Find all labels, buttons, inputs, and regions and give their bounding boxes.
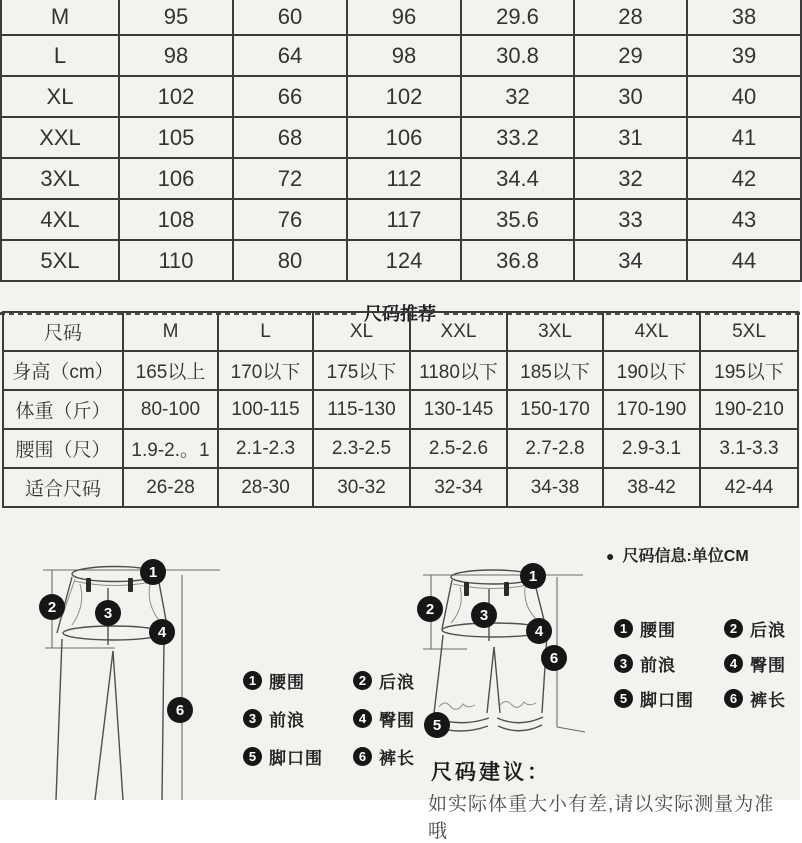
long-pants-diagram — [20, 555, 240, 800]
size-name-cell: 4XL — [1, 199, 119, 240]
measurement-cell: 117 — [347, 199, 461, 240]
measurement-cell: 96 — [347, 0, 461, 35]
recommend-cell: 26-28 — [123, 468, 218, 507]
measurement-cell: 98 — [119, 35, 233, 76]
measurement-cell: 30 — [574, 76, 687, 117]
recommend-row — [3, 429, 798, 468]
legend-item-5 — [614, 686, 710, 711]
recommend-cell: 100-115 — [218, 390, 313, 429]
legend-item-4 — [353, 706, 415, 731]
size-advice-partial-line: 如实际体重大小有差,请以实际测量为准哦 — [428, 794, 775, 842]
measurement-cell: 72 — [233, 158, 347, 199]
measurement-cell: 66 — [233, 76, 347, 117]
circled-number-icon: 5 — [614, 689, 633, 708]
marker-3-front-rise-icon — [95, 600, 121, 626]
short-pants-diagram — [405, 555, 605, 770]
legend-item-6 — [353, 744, 415, 769]
row-label-cell: 体重（斤） — [3, 390, 123, 429]
recommend-cell: 115-130 — [313, 390, 410, 429]
measurement-cell: 80 — [233, 240, 347, 281]
recommend-cell: 195以下 — [700, 351, 798, 390]
svg-text:1: 1 — [528, 568, 538, 585]
recommend-cell: 150-170 — [507, 390, 603, 429]
recommend-cell: 2.7-2.8 — [507, 429, 603, 468]
recommend-cell: 175以下 — [313, 351, 410, 390]
measurement-cell: 112 — [347, 158, 461, 199]
measurement-cell: 106 — [119, 158, 233, 199]
unit-note-text: 尺码信息:单位CM — [622, 548, 749, 565]
circled-number-icon: 3 — [243, 709, 262, 728]
header-cell: 5XL — [700, 312, 798, 351]
size-row — [1, 35, 801, 76]
measurement-cell: 32 — [461, 76, 574, 117]
measurement-cell: 105 — [119, 117, 233, 158]
measurement-cell: 95 — [119, 0, 233, 35]
legend-label: 后浪 — [379, 673, 415, 692]
size-row — [1, 199, 801, 240]
legend-item-5 — [243, 744, 339, 769]
legend-label: 臀围 — [379, 711, 415, 730]
recommend-cell: 30-32 — [313, 468, 410, 507]
header-cell: 3XL — [507, 312, 603, 351]
recommend-cell: 28-30 — [218, 468, 313, 507]
marker-1-waist-icon — [520, 563, 546, 589]
marker-6-length-icon — [541, 645, 567, 671]
circled-number-icon: 5 — [243, 747, 262, 766]
recommend-cell: 130-145 — [410, 390, 507, 429]
measurement-cell: 39 — [687, 35, 801, 76]
svg-text:4: 4 — [534, 623, 544, 640]
measurement-cell: 35.6 — [461, 199, 574, 240]
recommend-row — [3, 468, 798, 507]
circled-number-icon: 2 — [724, 619, 743, 638]
svg-text:3: 3 — [103, 605, 113, 622]
marker-5-leg-opening-icon — [424, 712, 450, 738]
size-row — [1, 0, 801, 35]
size-name-cell: 3XL — [1, 158, 119, 199]
legend-label: 后浪 — [750, 621, 786, 640]
size-row — [1, 158, 801, 199]
circled-number-icon: 3 — [614, 654, 633, 673]
recommend-header-row — [3, 312, 798, 351]
row-label-cell: 腰围（尺） — [3, 429, 123, 468]
header-cell: L — [218, 312, 313, 351]
circled-number-icon: 1 — [614, 619, 633, 638]
legend-item-2 — [724, 616, 786, 641]
recommend-cell: 2.5-2.6 — [410, 429, 507, 468]
legend-label: 脚口围 — [269, 749, 323, 768]
measurement-cell: 64 — [233, 35, 347, 76]
measurement-cell: 33 — [574, 199, 687, 240]
measurement-cell: 31 — [574, 117, 687, 158]
circled-number-icon: 1 — [243, 671, 262, 690]
measurement-cell: 102 — [347, 76, 461, 117]
recommend-cell: 165以上 — [123, 351, 218, 390]
measurement-cell: 32 — [574, 158, 687, 199]
marker-4-hip-icon — [149, 619, 175, 645]
measurement-cell: 110 — [119, 240, 233, 281]
legend-label: 腰围 — [269, 673, 305, 692]
svg-text:3: 3 — [479, 607, 489, 624]
measurement-table — [0, 0, 802, 282]
legend-label: 裤长 — [750, 691, 786, 710]
size-name-cell: M — [1, 0, 119, 35]
section-title: 尺码推荐 — [364, 304, 436, 324]
measurement-cell: 98 — [347, 35, 461, 76]
svg-text:2: 2 — [47, 599, 57, 616]
legend-item-1 — [243, 668, 339, 693]
size-row — [1, 117, 801, 158]
size-advice-clipped-text — [428, 789, 788, 842]
measurement-cell: 102 — [119, 76, 233, 117]
legend-item-3 — [243, 706, 339, 731]
size-row — [1, 240, 801, 281]
header-cell: 4XL — [603, 312, 700, 351]
unit-note — [606, 543, 749, 566]
measurement-cell: 41 — [687, 117, 801, 158]
legend-left — [243, 668, 415, 769]
recommend-cell: 1180以下 — [410, 351, 507, 390]
header-cell: 尺码 — [3, 312, 123, 351]
recommend-cell: 190-210 — [700, 390, 798, 429]
size-recommendation-table — [2, 311, 799, 508]
legend-item-1 — [614, 616, 710, 641]
recommend-cell: 185以下 — [507, 351, 603, 390]
marker-2-back-rise-icon — [39, 594, 65, 620]
measurement-cell: 124 — [347, 240, 461, 281]
measurement-cell: 34 — [574, 240, 687, 281]
size-advice-title: 尺码建议： — [431, 761, 551, 784]
marker-2-back-rise-icon — [417, 596, 443, 622]
size-name-cell: XL — [1, 76, 119, 117]
size-name-cell: XXL — [1, 117, 119, 158]
recommend-cell: 170-190 — [603, 390, 700, 429]
measurement-cell: 44 — [687, 240, 801, 281]
bullet-dot-icon: ● — [606, 548, 615, 564]
row-label-cell: 身高（cm） — [3, 351, 123, 390]
measurement-cell: 33.2 — [461, 117, 574, 158]
recommend-cell: 38-42 — [603, 468, 700, 507]
measurement-cell: 29.6 — [461, 0, 574, 35]
circled-number-icon: 4 — [724, 654, 743, 673]
svg-text:2: 2 — [425, 601, 435, 618]
recommend-cell: 42-44 — [700, 468, 798, 507]
legend-label: 臀围 — [750, 656, 786, 675]
recommend-cell: 2.9-3.1 — [603, 429, 700, 468]
recommend-cell: 170以下 — [218, 351, 313, 390]
legend-item-3 — [614, 651, 710, 676]
header-cell: XL — [313, 312, 410, 351]
legend-item-6 — [724, 686, 786, 711]
recommend-cell: 3.1-3.3 — [700, 429, 798, 468]
measurement-cell: 36.8 — [461, 240, 574, 281]
header-cell: M — [123, 312, 218, 351]
recommend-cell: 190以下 — [603, 351, 700, 390]
legend-label: 前浪 — [269, 711, 305, 730]
header-cell: XXL — [410, 312, 507, 351]
size-name-cell: 5XL — [1, 240, 119, 281]
svg-text:1: 1 — [148, 564, 158, 581]
recommend-row — [3, 351, 798, 390]
circled-number-icon: 2 — [353, 671, 372, 690]
recommend-cell: 2.3-2.5 — [313, 429, 410, 468]
legend-item-4 — [724, 651, 786, 676]
marker-3-front-rise-icon — [471, 602, 497, 628]
legend-label: 脚口围 — [640, 691, 694, 710]
recommend-cell: 80-100 — [123, 390, 218, 429]
legend-label: 裤长 — [379, 749, 415, 768]
svg-text:6: 6 — [549, 650, 559, 667]
measurement-cell: 28 — [574, 0, 687, 35]
measurement-cell: 106 — [347, 117, 461, 158]
svg-text:4: 4 — [157, 624, 167, 641]
measurement-cell: 38 — [687, 0, 801, 35]
measurement-cell: 29 — [574, 35, 687, 76]
measurement-cell: 30.8 — [461, 35, 574, 76]
legend-right — [614, 616, 786, 711]
recommend-cell: 32-34 — [410, 468, 507, 507]
legend-label: 前浪 — [640, 656, 676, 675]
measurement-cell: 40 — [687, 76, 801, 117]
svg-text:5: 5 — [432, 717, 442, 734]
circled-number-icon: 6 — [353, 747, 372, 766]
size-row — [1, 76, 801, 117]
marker-6-length-icon — [167, 697, 193, 723]
svg-text:6: 6 — [175, 702, 185, 719]
legend-label: 腰围 — [640, 621, 676, 640]
circled-number-icon: 4 — [353, 709, 372, 728]
circled-number-icon: 6 — [724, 689, 743, 708]
recommend-cell: 1.9-2.。1 — [123, 429, 218, 468]
measurement-cell: 60 — [233, 0, 347, 35]
marker-1-waist-icon — [140, 559, 166, 585]
measurement-cell: 43 — [687, 199, 801, 240]
recommend-row — [3, 390, 798, 429]
legend-item-2 — [353, 668, 415, 693]
row-label-cell: 适合尺码 — [3, 468, 123, 507]
marker-4-hip-icon — [526, 618, 552, 644]
measurement-cell: 42 — [687, 158, 801, 199]
measurement-cell: 34.4 — [461, 158, 574, 199]
recommend-cell: 34-38 — [507, 468, 603, 507]
size-name-cell: L — [1, 35, 119, 76]
measurement-cell: 76 — [233, 199, 347, 240]
measurement-cell: 108 — [119, 199, 233, 240]
measurement-cell: 68 — [233, 117, 347, 158]
recommend-cell: 2.1-2.3 — [218, 429, 313, 468]
